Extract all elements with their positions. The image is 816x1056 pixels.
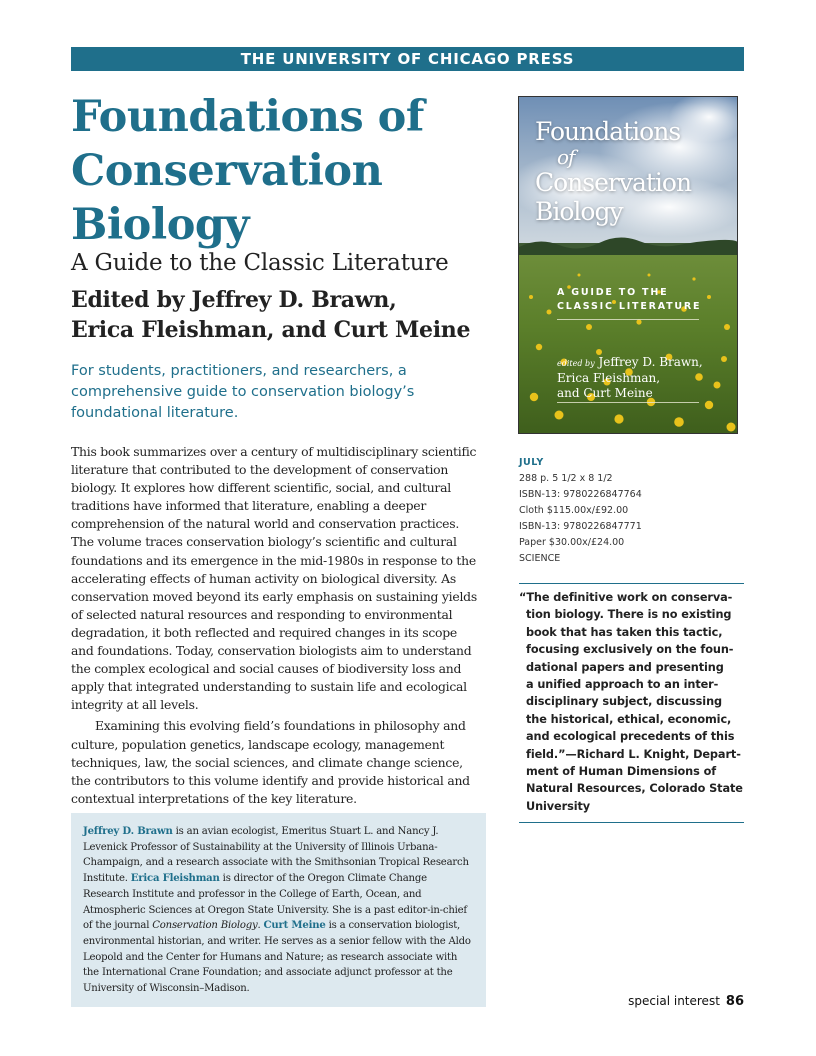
quote-line: book that has taken this tactic, bbox=[526, 625, 723, 639]
book-cover bbox=[518, 96, 738, 434]
spec-cloth-price: Cloth $115.00x/£92.00 bbox=[519, 505, 629, 516]
quote-line: ment of Human Dimensions of bbox=[526, 765, 717, 779]
title-line: Biology bbox=[71, 200, 249, 250]
title-line: Foundations of bbox=[71, 92, 424, 142]
editor-bios bbox=[71, 813, 486, 1007]
cover-title-line: Foundations bbox=[535, 117, 681, 146]
cover-editor: Jeffrey D. Brawn, bbox=[598, 355, 703, 369]
quote-line: disciplinary subject, discussing bbox=[526, 695, 722, 709]
cover-title-line: Conservation bbox=[535, 168, 692, 197]
quote-line: dational papers and presenting bbox=[526, 660, 724, 674]
bio-text: is director of the Oregon Climate Change Research Institute and professor in the College of Earth, Ocean, and Atmospheric Sciences at Oregon State University. She is a past editor-in-chief of the journal bbox=[83, 873, 467, 932]
bio-name: Curt Meine bbox=[263, 920, 326, 932]
bio-text: is a conservation biologist, environmental historian, and writer. He serves as a senior fellow with the Aldo Leopold and the Center for Humans and Nature; as research associate with the International Crane Foundation; and associate adjunct professor at the University of Wisconsin–Madison. bbox=[83, 920, 471, 995]
cover-divider bbox=[557, 319, 699, 320]
book-description bbox=[71, 443, 483, 808]
quote-line: Natural Resources, Colorado State bbox=[526, 782, 743, 796]
cover-title bbox=[535, 117, 691, 226]
spec-subject: SCIENCE bbox=[519, 553, 561, 564]
quote-line: and ecological precedents of this bbox=[526, 730, 735, 744]
quote-line: a unified approach to an inter- bbox=[526, 678, 719, 692]
cover-divider bbox=[557, 402, 699, 403]
spec-pages: 288 p. 5 1/2 x 8 1/2 bbox=[519, 473, 613, 484]
quote-rule-bottom bbox=[519, 822, 744, 823]
journal-name: Conservation Biology bbox=[152, 920, 258, 932]
cover-title-line: Biology bbox=[535, 197, 623, 226]
cover-subtitle bbox=[557, 286, 701, 314]
spec-isbn-cloth: ISBN-13: 9780226847764 bbox=[519, 489, 642, 500]
description-paragraph: Examining this evolving field’s foundations in philosophy and culture, population genetics, landscape ecology, management techniques, law, the social sciences, and climate change science, the contributors to this volume identify and provide historical and contextual interpretations of the key literature. bbox=[71, 718, 470, 806]
quote-line: the historical, ethical, economic, bbox=[526, 712, 732, 726]
bio-text: is an avian ecologist, Emeritus Stuart L. and Nancy J. Levenick Professor of Sustainability at the University of Illinois Urbana-Champaign, and a research associate with the Smithsonian Tropical Research Institute. bbox=[83, 826, 469, 885]
quote-line: focusing exclusively on the foun- bbox=[526, 643, 734, 657]
cover-edited-by: edited by bbox=[557, 359, 595, 368]
book-subtitle: A Guide to the Classic Literature bbox=[71, 250, 449, 276]
page-footer bbox=[600, 994, 744, 1009]
book-tagline: For students, practitioners, and researchers, a comprehensive guide to conservation biology’s foundational literature. bbox=[71, 363, 415, 421]
bio-name: Erica Fleishman bbox=[130, 873, 220, 885]
quote-line: “The definitive work on conserva- bbox=[519, 591, 733, 604]
quote-line: University bbox=[526, 799, 591, 813]
spec-paper-price: Paper $30.00x/£24.00 bbox=[519, 537, 625, 548]
bio-text: . bbox=[257, 920, 264, 932]
description-paragraph: This book summarizes over a century of multidisciplinary scientific literature that contributed to the development of conservation biology. It explores how different scientific, social, and cultural traditions have informed that literature, enabling a deeper comprehension of the natural world and conservation practices. The volume traces conservation biology’s scientific and cultural foundations and its emergence in the mid-1980s in response to the accelerating effects of human activity on biological diversity. As conservation moved beyond its early emphasis on sustaining yields of selected natural resources and responding to environmental degradation, it both reflected and required changes in its scope and foundations. Today, conservation biologists aim to understand the complex ecological and social causes of biodiversity loss and apply that integrated understanding to sustain life and ecological integrity at all levels. bbox=[71, 444, 477, 713]
section-label: special interest bbox=[628, 994, 720, 1008]
page-number: 86 bbox=[725, 994, 744, 1009]
cover-editors bbox=[557, 355, 703, 401]
spec-isbn-paper: ISBN-13: 9780226847771 bbox=[519, 521, 642, 532]
cover-subtitle-line: CLASSIC LITERATURE bbox=[557, 301, 702, 312]
title-line: Conservation bbox=[71, 146, 383, 196]
book-title bbox=[71, 90, 511, 252]
editors-line: Edited by Jeffrey D. Brawn, bbox=[71, 287, 397, 313]
book-specs bbox=[519, 455, 739, 567]
cover-editor: Erica Fleishman, bbox=[557, 371, 661, 385]
endorsement-quote bbox=[519, 589, 744, 815]
cover-title-of: of bbox=[557, 145, 575, 169]
quote-line: tion biology. There is no existing bbox=[526, 608, 732, 622]
quote-line: field.”—Richard L. Knight, Depart- bbox=[526, 747, 741, 761]
pub-month: JULY bbox=[519, 457, 544, 468]
cover-editor: and Curt Meine bbox=[557, 386, 653, 400]
editors-line: Erica Fleishman, and Curt Meine bbox=[71, 317, 471, 343]
bio-name: Jeffrey D. Brawn bbox=[83, 826, 173, 837]
cover-subtitle-line: A GUIDE TO THE bbox=[557, 287, 669, 298]
book-editors bbox=[71, 285, 511, 345]
quote-rule-top bbox=[519, 583, 744, 584]
publisher-banner: THE UNIVERSITY OF CHICAGO PRESS bbox=[71, 47, 744, 71]
